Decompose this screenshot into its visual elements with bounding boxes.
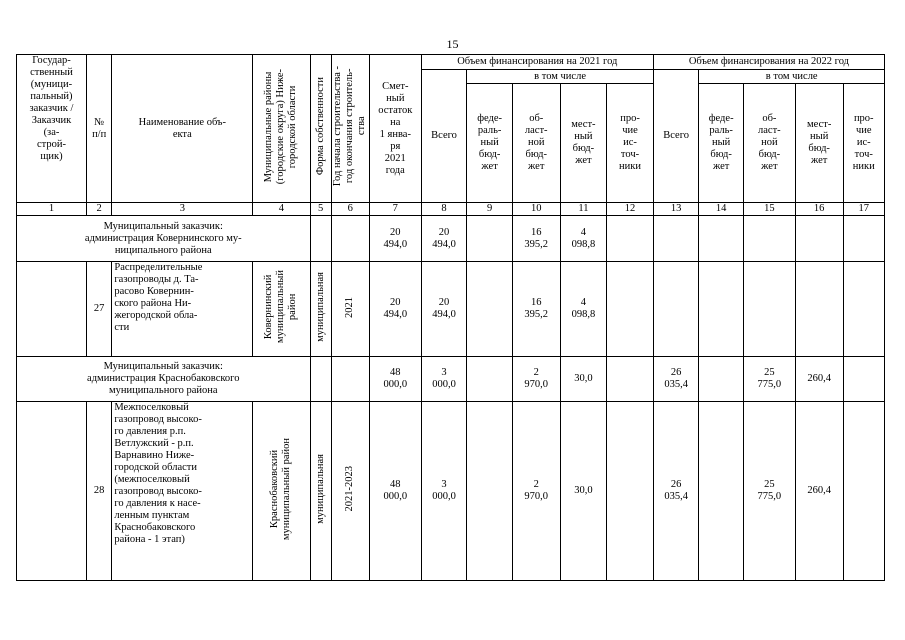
- header-customer: Государ- ственный (муници- пальный) заказчик / Заказчик (за- строй- щик): [17, 55, 87, 203]
- local-2021-cell: 30,0: [560, 402, 607, 581]
- col-number: 12: [607, 203, 654, 216]
- header-row-1: [17, 55, 885, 70]
- cell: [467, 402, 513, 581]
- header-ownership: Форма собственности: [310, 55, 331, 203]
- customer-cell: Муниципальный заказчик: администрация Краснобаковского муниципального района: [17, 357, 311, 402]
- header-object-name: Наименование объ- екта: [112, 55, 253, 203]
- col-number: 4: [253, 203, 310, 216]
- table-row: [17, 216, 885, 262]
- table-row: [17, 357, 885, 402]
- header-total-2022: Всего: [653, 70, 699, 203]
- header-fin-2021: Объем финансирования на 2021 год: [421, 55, 653, 70]
- district-cell: Ковернинский муниципальный район: [253, 262, 310, 357]
- row-number: 27: [86, 262, 111, 357]
- regional-2022-cell: 25 775,0: [743, 402, 795, 581]
- header-regional-2021: об- ласт- ной бюд- жет: [512, 84, 560, 203]
- col-number: 3: [112, 203, 253, 216]
- customer-cell: Муниципальный заказчик: администрация Ковернинского му- ниципального района: [17, 216, 311, 262]
- regional-2021-cell: 2 970,0: [512, 402, 560, 581]
- cell: [607, 216, 654, 262]
- regional-2021-cell: 16 395,2: [512, 216, 560, 262]
- cell: [699, 262, 744, 357]
- cell: [607, 402, 654, 581]
- balance-cell: 48 000,0: [369, 402, 421, 581]
- cell: [843, 216, 884, 262]
- page-number: 15: [446, 37, 459, 51]
- cell: [17, 262, 87, 357]
- years-cell: 2021-2023: [331, 402, 369, 581]
- row-number: 28: [86, 402, 111, 581]
- header-balance: Смет- ный остаток на 1 янва- ря 2021 года: [369, 55, 421, 203]
- balance-cell: 20 494,0: [369, 216, 421, 262]
- local-2022-cell: 260,4: [795, 402, 843, 581]
- col-number: 15: [743, 203, 795, 216]
- total-2022-cell: 26 035,4: [653, 357, 699, 402]
- header-years: Год начала строительства - год окончания строитель- ства: [331, 55, 369, 203]
- col-number: 11: [560, 203, 607, 216]
- cell: [467, 357, 513, 402]
- cell: [743, 262, 795, 357]
- cell: [17, 402, 87, 581]
- col-number: 16: [795, 203, 843, 216]
- object-name: Распределительные газопроводы д. Та- расово Ковернин- ского района Ни- жегородской обла- сти: [112, 262, 253, 357]
- years-cell: 2021: [331, 262, 369, 357]
- cell: [699, 216, 744, 262]
- header-federal-2022: феде- раль- ный бюд- жет: [699, 84, 744, 203]
- financing-table: [16, 54, 885, 581]
- local-2021-cell: 30,0: [560, 357, 607, 402]
- cell: [843, 262, 884, 357]
- balance-cell: 48 000,0: [369, 357, 421, 402]
- col-number: 13: [653, 203, 699, 216]
- cell: [699, 357, 744, 402]
- regional-2022-cell: 25 775,0: [743, 357, 795, 402]
- regional-2021-cell: 2 970,0: [512, 357, 560, 402]
- cell: [843, 402, 884, 581]
- local-2021-cell: 4 098,8: [560, 216, 607, 262]
- col-number: 8: [421, 203, 467, 216]
- cell: [310, 216, 331, 262]
- ownership-cell: муниципальная: [310, 262, 331, 357]
- district-cell: Краснобаковский муниципальный район: [253, 402, 310, 581]
- header-num: № п/п: [86, 55, 111, 203]
- total-2021-cell: 20 494,0: [421, 262, 467, 357]
- header-including-2022: в том числе: [699, 70, 885, 84]
- cell: [795, 216, 843, 262]
- header-federal-2021: феде- раль- ный бюд- жет: [467, 84, 513, 203]
- header-other-2021: про- чие ис- точ- ники: [607, 84, 654, 203]
- object-name: Межпоселковый газопровод высоко- го давления р.п. Ветлужский - р.п. Варнавино Ниже- городской области (межпоселковый газопровод высоко- го давления к насе- ленным пунктам Краснобаковского района - 1 этап): [112, 402, 253, 581]
- column-number-row: [17, 203, 885, 216]
- total-2021-cell: 3 000,0: [421, 402, 467, 581]
- cell: [843, 357, 884, 402]
- header-other-2022: про- чие ис- точ- ники: [843, 84, 884, 203]
- table-row: [17, 402, 885, 581]
- regional-2021-cell: 16 395,2: [512, 262, 560, 357]
- header-local-2022: мест- ный бюд- жет: [795, 84, 843, 203]
- cell: [653, 216, 699, 262]
- col-number: 2: [86, 203, 111, 216]
- col-number: 5: [310, 203, 331, 216]
- header-regional-2022: об- ласт- ной бюд- жет: [743, 84, 795, 203]
- header-fin-2022: Объем финансирования на 2022 год: [653, 55, 884, 70]
- ownership-cell: муниципальная: [310, 402, 331, 581]
- cell: [467, 262, 513, 357]
- header-including-2021: в том числе: [467, 70, 654, 84]
- col-number: 14: [699, 203, 744, 216]
- cell: [743, 216, 795, 262]
- local-2021-cell: 4 098,8: [560, 262, 607, 357]
- col-number: 17: [843, 203, 884, 216]
- col-number: 7: [369, 203, 421, 216]
- cell: [607, 357, 654, 402]
- total-2021-cell: 3 000,0: [421, 357, 467, 402]
- col-number: 9: [467, 203, 513, 216]
- cell: [653, 262, 699, 357]
- table-row: [17, 262, 885, 357]
- col-number: 1: [17, 203, 87, 216]
- cell: [795, 262, 843, 357]
- cell: [467, 216, 513, 262]
- cell: [331, 216, 369, 262]
- total-2022-cell: 26 035,4: [653, 402, 699, 581]
- cell: [310, 357, 331, 402]
- total-2021-cell: 20 494,0: [421, 216, 467, 262]
- header-total-2021: Всего: [421, 70, 467, 203]
- col-number: 6: [331, 203, 369, 216]
- cell: [607, 262, 654, 357]
- cell: [699, 402, 744, 581]
- cell: [331, 357, 369, 402]
- local-2022-cell: 260,4: [795, 357, 843, 402]
- header-local-2021: мест- ный бюд- жет: [560, 84, 607, 203]
- header-district: Муниципальные районы (городские округа) Ниже- городской области: [253, 55, 310, 203]
- col-number: 10: [512, 203, 560, 216]
- balance-cell: 20 494,0: [369, 262, 421, 357]
